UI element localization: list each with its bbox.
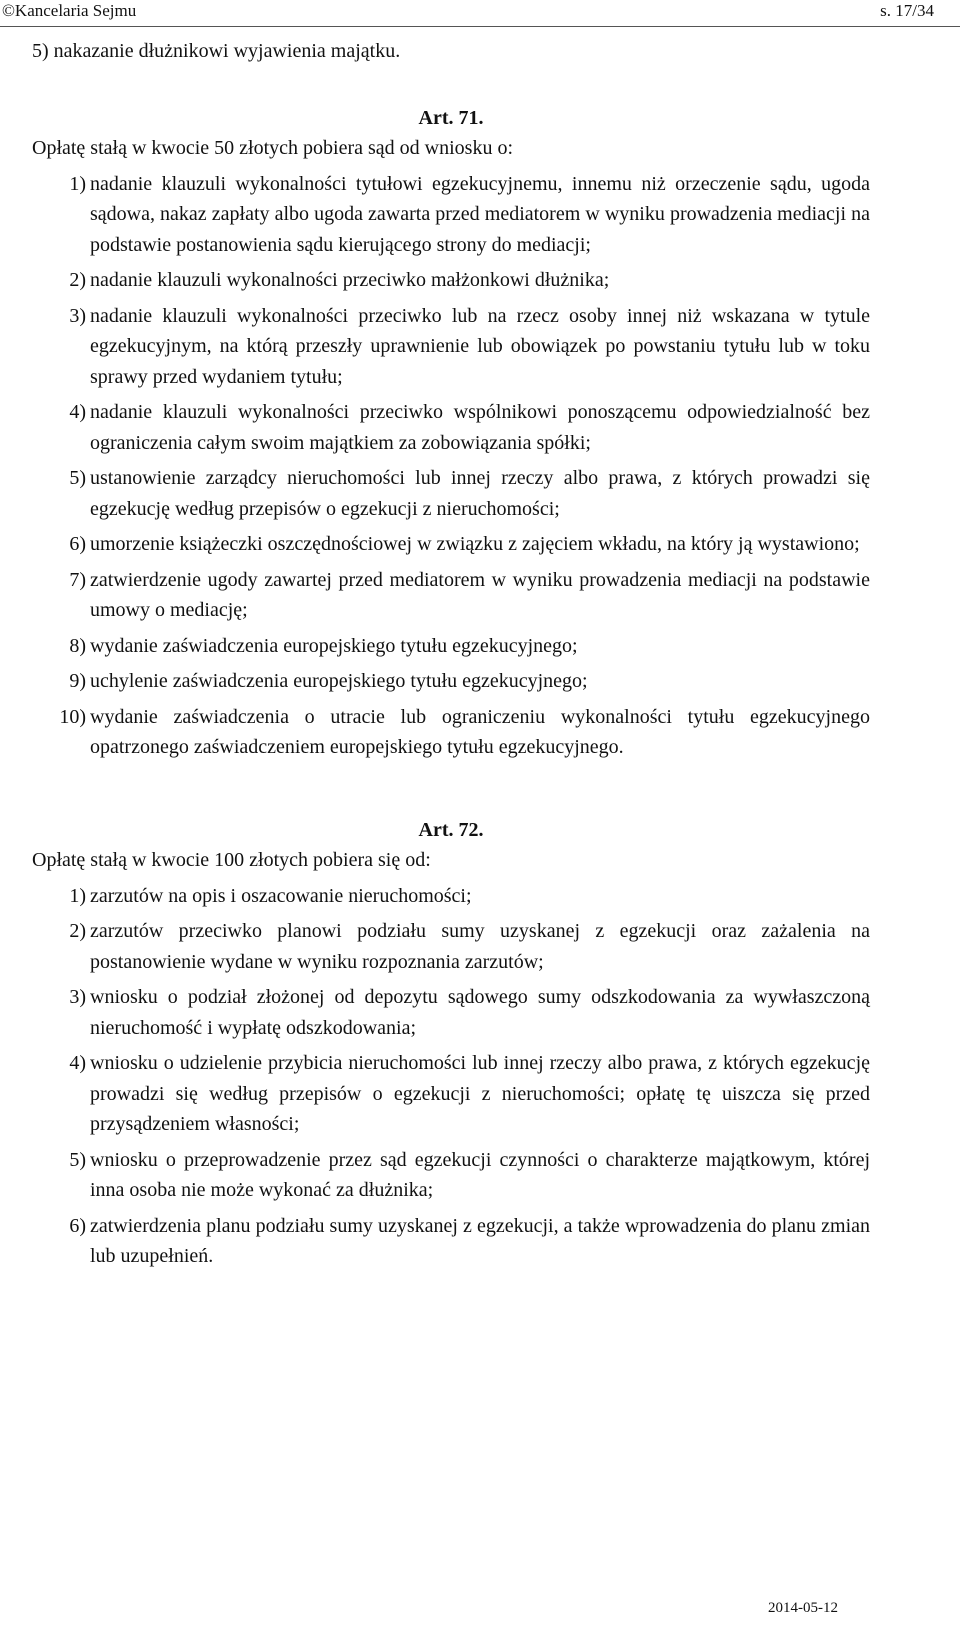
item-text: zarzutów na opis i oszacowanie nieruchomości; bbox=[90, 884, 472, 907]
list-item bbox=[32, 529, 870, 560]
item-text: wniosku o przeprowadzenie przez sąd egzekucji czynności o charakterze majątkowym, której inna osoba nie może wykonać za dłużnika; bbox=[90, 1148, 870, 1201]
item-number: 3) bbox=[69, 304, 86, 327]
publisher-link[interactable]: ©Kancelaria Sejmu bbox=[2, 1, 137, 20]
list-item bbox=[32, 916, 870, 977]
list-item bbox=[32, 169, 870, 261]
item-text: wniosku o udzielenie przybicia nieruchomości lub innej rzeczy albo prawa, z których egzekucję prowadzi się według przepisów o egzekucji z nieruchomości; opłatę tę uiszcza się przed przysądzeniem własności; bbox=[90, 1052, 870, 1135]
item-number: 1) bbox=[69, 884, 86, 907]
item-number: 10) bbox=[59, 705, 86, 728]
document-body bbox=[32, 36, 870, 1277]
article-71-list bbox=[32, 169, 870, 763]
article-71-intro: Opłatę stałą w kwocie 50 złotych pobiera sąd od wniosku o: bbox=[32, 137, 513, 159]
list-item bbox=[32, 265, 870, 296]
list-item bbox=[32, 565, 870, 626]
item-number: 2) bbox=[69, 269, 86, 291]
item-text: zatwierdzenia planu podziału sumy uzyskanej z egzekucji, a także wprowadzenia do planu zmian lub uzupełnień. bbox=[90, 1214, 870, 1267]
page-number: s. 17/34 bbox=[880, 1, 934, 20]
item-text: wydanie zaświadczenia europejskiego tytułu egzekucyjnego; bbox=[90, 634, 578, 657]
list-item bbox=[32, 301, 870, 393]
list-item bbox=[32, 463, 870, 524]
footer-date: 2014-05-12 bbox=[768, 1600, 838, 1616]
article-71-title: Art. 71. bbox=[418, 106, 484, 129]
item-text: uchylenie zaświadczenia europejskiego tytułu egzekucyjnego; bbox=[90, 670, 588, 692]
item-number: 7) bbox=[69, 568, 86, 591]
item-text: zatwierdzenie ugody zawartej przed mediatorem w wyniku prowadzenia mediacji na podstawie umowy o mediację; bbox=[90, 568, 870, 621]
item-number: 5) bbox=[69, 1148, 86, 1171]
item-text: wydanie zaświadczenia o utracie lub ograniczeniu wykonalności tytułu egzekucyjnego opatrzonego zaświadczeniem europejskiego tytułu egzekucyjnego. bbox=[90, 705, 870, 758]
item-text: ustanowienie zarządcy nieruchomości lub innej rzeczy albo prawa, z których prowadzi się egzekucję według przepisów o egzekucji z nieruchomości; bbox=[90, 467, 870, 520]
page-header bbox=[0, 0, 960, 27]
item-number: 6) bbox=[69, 1214, 86, 1237]
list-item bbox=[32, 1211, 870, 1272]
list-item bbox=[32, 702, 870, 763]
item-text: nadanie klauzuli wykonalności przeciwko małżonkowi dłużnika; bbox=[90, 269, 610, 291]
list-item bbox=[32, 666, 870, 697]
item-number: 6) bbox=[69, 533, 86, 555]
item-number: 4) bbox=[69, 1052, 86, 1074]
list-item bbox=[32, 982, 870, 1043]
list-item bbox=[32, 1048, 870, 1140]
item-number: 3) bbox=[69, 986, 86, 1008]
list-item bbox=[32, 881, 870, 912]
header-publisher bbox=[2, 1, 136, 21]
item-number: 2) bbox=[69, 920, 86, 942]
item-number: 9) bbox=[69, 670, 86, 692]
list-item bbox=[32, 631, 870, 662]
item-text: wniosku o podział złożonej od depozytu sądowego sumy odszkodowania za wywłaszczoną nieruchomość i wypłatę odszkodowania; bbox=[90, 986, 870, 1039]
item-number: 4) bbox=[69, 401, 86, 423]
list-item bbox=[32, 397, 870, 458]
item-text: nadanie klauzuli wykonalności przeciwko wspólnikowi ponoszącemu odpowiedzialność bez ograniczenia całym swoim majątkiem za zobowiązania spółki; bbox=[90, 401, 870, 454]
top-line: 5) nakazanie dłużnikowi wyjawienia majątku. bbox=[32, 40, 401, 62]
item-number: 1) bbox=[69, 172, 86, 195]
article-72-list bbox=[32, 881, 870, 1272]
article-72-title: Art. 72. bbox=[418, 818, 484, 841]
item-number: 8) bbox=[69, 634, 86, 657]
item-number: 5) bbox=[69, 467, 86, 489]
item-text: umorzenie książeczki oszczędnościowej w związku z zajęciem wkładu, na który ją wystawiono; bbox=[90, 533, 860, 555]
item-text: nadanie klauzuli wykonalności przeciwko lub na rzecz osoby innej niż wskazana w tytule egzekucyjnym, na którą przeszły uprawnienie lub obowiązek po powstaniu tytułu lub w toku sprawy przed wydaniem tytułu; bbox=[90, 304, 870, 388]
list-item bbox=[32, 1145, 870, 1206]
article-72-intro: Opłatę stałą w kwocie 100 złotych pobiera się od: bbox=[32, 849, 431, 871]
item-text: nadanie klauzuli wykonalności tytułowi egzekucyjnemu, innemu niż orzeczenie sądu, ugoda sądowa, nakaz zapłaty albo ugoda zawarta przed mediatorem w wyniku prowadzenia mediacji na podstawie postanowienia sądu kierującego strony do mediacji; bbox=[90, 172, 870, 256]
item-text: zarzutów przeciwko planowi podziału sumy uzyskanej z egzekucji oraz zażalenia na postanowienie wydane w wyniku rozpoznania zarzutów; bbox=[90, 920, 870, 973]
